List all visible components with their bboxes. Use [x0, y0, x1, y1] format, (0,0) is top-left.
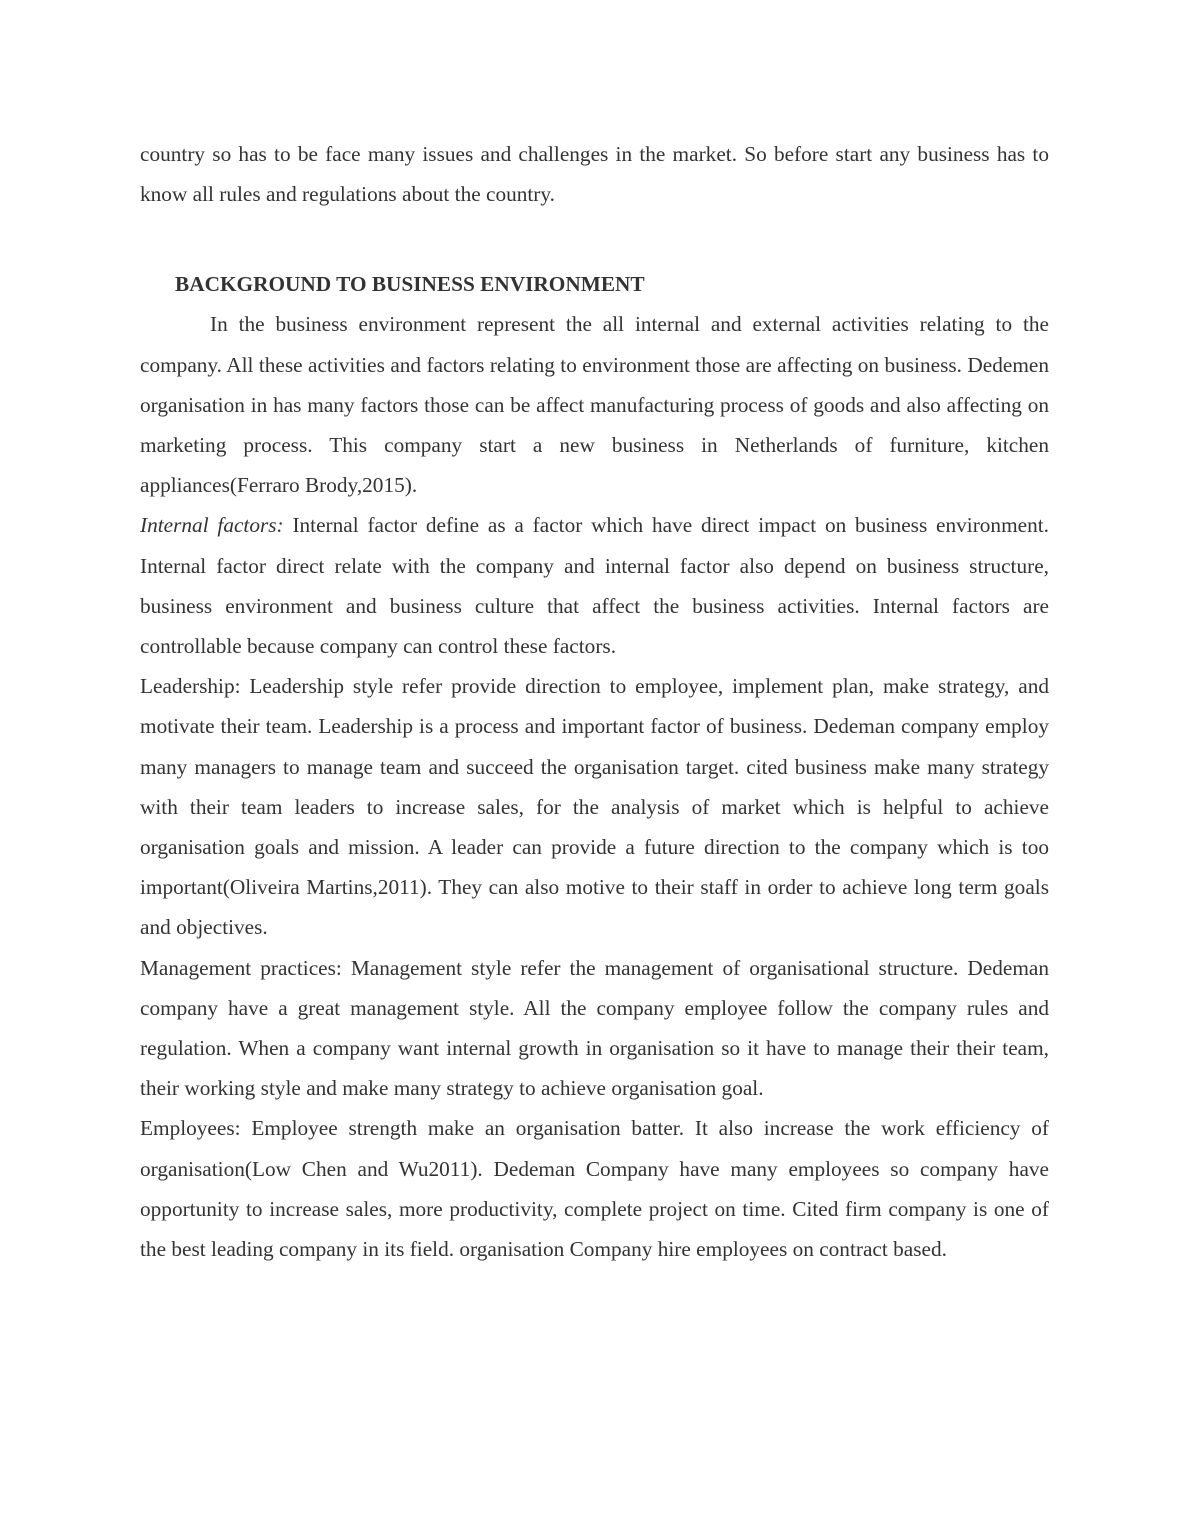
- internal-factors-term: Internal factors:: [140, 513, 284, 538]
- section-heading: BACKGROUND TO BUSINESS ENVIRONMENT: [175, 272, 645, 297]
- paragraph-internal-factors: [140, 505, 1049, 666]
- paragraph-leadership: Leadership: Leadership style refer provide direction to employee, implement plan, make strategy, and motivate their team. Leadership is a process and important factor of business. Dedeman company employ many managers to manage team and succeed the organisation target. cited business make many strategy with their team leaders to increase sales, for the analysis of market which is helpful to achieve organisation goals and mission. A leader can provide a future direction to the company which is too important(Oliveira Martins,2011). They can also motive to their staff in order to achieve long term goals and objectives.: [140, 674, 1049, 940]
- intro-paragraph: country so has to be face many issues and challenges in the market. So before start any business has to know all rules and regulations about the country.: [140, 142, 1049, 207]
- paragraph-employees: Employees: Employee strength make an organisation batter. It also increase the work efficiency of organisation(Low Chen and Wu2011). Dedeman Company have many employees so company have opportunity to increase sales, more productivity, complete project on time. Cited firm company is one of the best leading company in its field. organisation Company hire employees on contract based.: [140, 1116, 1049, 1262]
- internal-factors-text: Internal factor define as a factor which have direct impact on business environment. Internal factor direct relate with the company and internal factor also depend on business structure, business environment and business culture that affect the business activities. Internal factors are controllable because company can control these factors.: [140, 513, 1049, 659]
- paragraph-management-practices: Management practices: Management style refer the management of organisational structure. Dedeman company have a great management style. All the company employee follow the company rules and regulation. When a company want internal growth in organisation so it have to manage their their team, their working style and make many strategy to achieve organisation goal.: [140, 955, 1049, 1101]
- document-body: [140, 134, 1049, 1269]
- paragraph-business-environment: In the business environment represent the all internal and external activities relating to the company. All these activities and factors relating to environment those are affecting on business. Dedemen organisation in has many factors those can be affect manufacturing process of goods and also affecting on marketing process. This company start a new business in Netherlands of furniture, kitchen appliances(Ferraro Brody,2015).: [140, 312, 1049, 498]
- section-spacer: [140, 214, 1049, 264]
